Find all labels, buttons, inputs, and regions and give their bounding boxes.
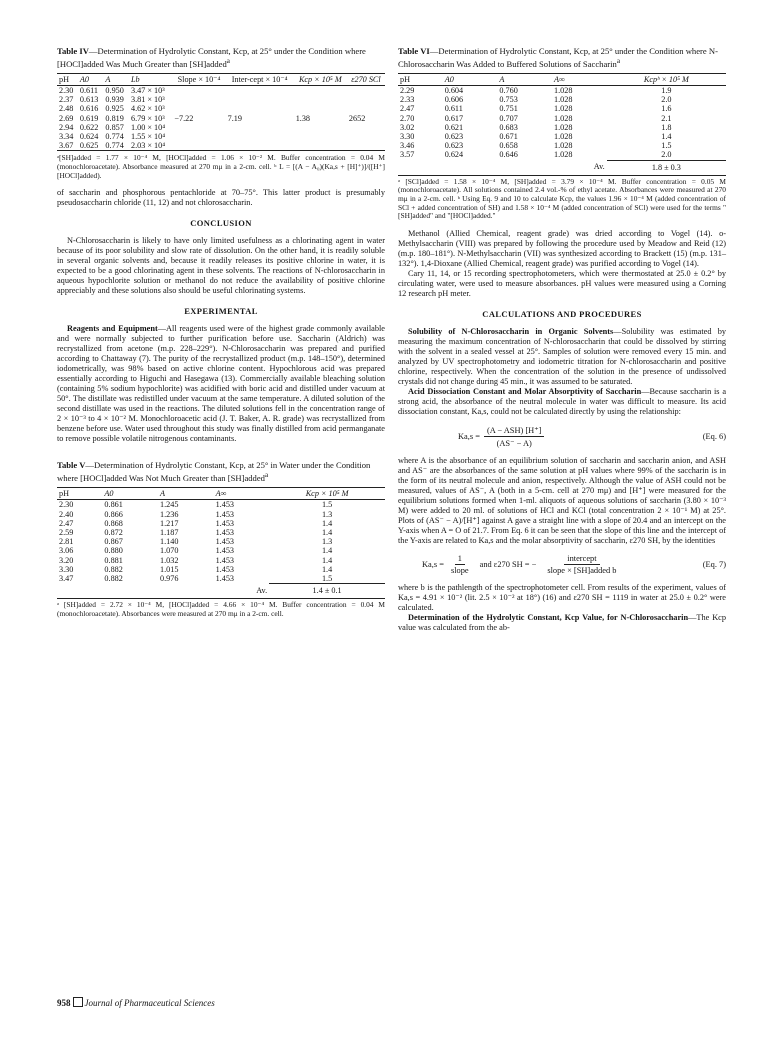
equation-6: Ka,s = $\frac{\text{(A − ASH) [H⁺]}}{(AS^- - A)}$ (Eq. 6): [458, 425, 726, 448]
table6-footnote: ᵃ [SCl]added = 1.58 × 10⁻⁴ M, [SH]added = 3.79 × 10⁻⁴ M. Buffer concentration = 0.05 M (monochloroacetate). All solutions contained 2.4 vol.-% of ethyl acetate. Absorbances were measured at 270 mμ in a 2-cm. cell. ᵇ Using Eq. 9 and 10 to calculate Kcp, the values 1.96 × 10⁻⁴ M (added concentration of SCl + added concentration of SH) and 1.58 × 10⁻⁴ M (added concentration of SCl) were used for the terms "[SH]added" and "[HOCl]added.": [398, 176, 726, 221]
table-row: 2.69 0.619 0.819 6.79 × 10³ −7.22 7.19 1.38 2652: [57, 114, 385, 123]
average-row: [398, 160, 726, 172]
conclusion-heading: CONCLUSION: [190, 218, 252, 229]
left-paragraph-1: of saccharin and phosphorous pentachloride at 70–75°. This latter product is presumably pseudosaccharin chloride (11, 12) and not chlorosaccharin.: [57, 188, 385, 208]
table4-caption: Table IV—Determination of Hydrolytic Constant, Kcp, at 25° under the Condition where [HOCl]added Was Much Greater than [SH]added$^a$: [57, 46, 366, 69]
acid-paragraph: Acid Dissociation Constant and Molar Absorptivity of Saccharin—Because saccharin is a strong acid, the absorbance of the neutral molecule in water was difficult to measure. Its acid dissociation constant, Ka,s, could not be calculated directly by using the relationship:: [398, 386, 726, 416]
average-value: 1.4 ± 0.1: [269, 584, 385, 596]
table-row: 3.30 0.882 1.015 1.453 1.4: [59, 564, 333, 574]
solubility-paragraph: Solubility of N-Chlorosaccharin in Organic Solvents—Solubility was estimated by measuring the maximum concentration of N-chlorosaccharin that could be dissolved by stirring with the solvent in a sealed vessel at 25°. Samples of solution were removed every 15 min. and analyzed by UV spectrophotometry and iodometric titration for N-chlorosaccharin and positive chlorine, respectively. When the concentration of the solution in the presence of undissolved crystals did not change during 45 min., it was assumed to be saturated.: [398, 326, 727, 386]
box-icon: [73, 997, 83, 1007]
table-row: 2.40 0.866 1.236 1.453 1.3: [59, 509, 333, 519]
table5-label: Table V: [57, 460, 86, 471]
table6-label: Table VI: [398, 46, 430, 56]
table4-intercept-value: 7.19: [227, 113, 242, 123]
table6-header-a: A: [497, 73, 552, 85]
right-paragraph-2: Cary 11, 14, or 15 recording spectrophotometers, which were thermostated at 25.0 ± 0.2° by circulating water, were used to measure absorbances. pH values were measured using a Corning 12 research pH meter.: [398, 268, 726, 298]
table6-header-ainf: A∞: [552, 73, 607, 85]
table-row: 3.20 0.881 1.032 1.453 1.4: [59, 555, 333, 565]
mid-paragraph: where A is the absorbance of an equilibrium solution of saccharin and saccharin anion, and ASH and AS⁻ are the absorbances of the same solution at pH values where 99% of the saccharin is in the form of its neutral molecule and anion, respectively. Although the value of ASH could not be measured, values of AS⁻, A (both in a 5-cm. cell at 270 mμ) and [H⁺] were measured for the equilibrium solutions formed when 1-ml. aliquots of aqueous solutions of saccharin (3.80 × 10⁻³ M) were added to 20 ml. of solutions of HCl and KCl (total concentration 2 × 10⁻¹ M) at 25°. Plots of (AS⁻ − A)/[H⁺] against A gave a straight line with a slope of 20.4 and an intercept on the Y-axis when A = O of 21.7. From Eq. 6 it can be seen that the slope of this line and the intercept of the Y-axis are related to Ka,s and the molar absorptivity of saccharin, ε270 SH, by the identities: [398, 455, 726, 545]
table4-header-ph: pH: [57, 73, 78, 85]
table4-eps-value: 2652: [348, 113, 366, 123]
experimental-heading: EXPERIMENTAL: [184, 306, 258, 317]
right-paragraph-1: Methanol (Allied Chemical, reagent grade) was dried according to Vogel (14). o-Methylsaccharin (VIII) was prepared by following the procedure used by Meadow and Reid (12) (m.p. 180–181°). N-Methylsaccharin (VII) was synthesized according to Brackett (15) (m.p. 131–132°). 1,4-Dioxane (Allied Chemical, reagent grade) was purified according to Vogel (14).: [398, 228, 726, 268]
table4-label: Table IV: [57, 46, 89, 56]
table-row: 2.81 0.867 1.140 1.453 1.3: [59, 537, 333, 547]
table6-caption: Table VI—Determination of Hydrolytic Constant, Kcp, at 25° under the Condition where N-Chlorosaccharin Was Added to Buffered Solutions of Saccharin$^a$: [398, 46, 718, 69]
table5-header-ainf: A∞: [214, 488, 270, 500]
table6-header-a0: A0: [443, 73, 498, 85]
conclusion-paragraph: N-Chlorosaccharin is likely to have only limited usefulness as a chlorinating agent in water because of its poor solubility and slow rate of dissolution. On the other hand, it is readily soluble in several organic solvents and, because it readily releases its positive chlorine in water, it is expected to be a good chlorinating agent in these solvents. The reactions of N-chlorosaccharin in aqueous hypochlorite solution or methanol do not reduce the availability of positive chlorine appreciably and these solutions also should be useful chlorinating systems.: [57, 236, 385, 296]
table4-title: —Determination of Hydrolytic Constant, Kcp, at 25° under the Condition where [HOCl]added Was Much Greater than [SH]added: [57, 46, 366, 69]
table4-slope-value: −7.22: [174, 113, 194, 123]
table6-header-ph: pH: [398, 73, 443, 85]
table-row: 2.37 0.613 0.939 3.81 × 10³: [59, 95, 165, 105]
table6-header-kcp: Kcpᵇ × 10⁵ M: [607, 73, 726, 85]
table4-header-kcp: Kcp × 10⁵ M: [294, 73, 347, 85]
determination-paragraph: Determination of the Hydrolytic Constant, Kcp Value, for N-Chlorosaccharin—The Kcp value was calculated from the ab-: [398, 612, 727, 632]
table-row: 3.34 0.624 0.774 1.55 × 10⁴: [59, 132, 166, 142]
journal-name: Journal of Pharmaceutical Sciences: [84, 998, 215, 1008]
table4: [57, 73, 385, 152]
table-row: 3.67 0.625 0.774 2.03 × 10⁴: [57, 141, 385, 151]
table-row: 2.30 0.861 1.245 1.453 1.5: [59, 500, 333, 510]
table4-header-a: A: [103, 73, 129, 85]
table-row: 2.47 0.868 1.217 1.453 1.4: [59, 518, 333, 528]
table5-header-a: A: [158, 488, 214, 500]
table-row: 3.57 0.624 0.646 1.028 2.0: [400, 150, 672, 160]
table-row: 3.46 0.623 0.658 1.028 1.5: [400, 141, 672, 151]
table-row: 2.59 0.872 1.187 1.453 1.4: [59, 527, 333, 537]
table6-body: [398, 86, 726, 172]
table-row: 3.02 0.621 0.683 1.028 1.8: [400, 122, 672, 132]
table4-header-slope: Slope × 10⁻⁴: [172, 73, 225, 85]
table5-footnote: ᵃ [SH]added = 2.72 × 10⁻⁴ M, [HOCl]added = 4.66 × 10⁻⁴ M. Buffer concentration = 0.04 M (monochloroacetate). Absorbances were measured at 270 mμ in a 2-cm. cell.: [57, 600, 385, 618]
average-label: Av.: [593, 162, 605, 172]
table-row: 2.33 0.606 0.753 1.028 2.0: [400, 95, 672, 105]
table5-caption: Table V—Determination of Hydrolytic Constant, Kcp, at 25° in Water under the Condition where [HOCl]added Was Not Much Greater than [SH]added$^a$: [57, 460, 371, 484]
table-row: 2.47 0.611 0.751 1.028 1.6: [400, 104, 672, 114]
average-label: Av.: [256, 585, 268, 595]
calculations-heading: CALCULATIONS AND PROCEDURES: [482, 308, 642, 319]
table-row: 3.30 0.623 0.671 1.028 1.4: [400, 132, 672, 142]
table-row: 3.47 0.882 0.976 1.453 1.5: [59, 573, 333, 583]
table4-header-intercept: Inter-cept × 10⁻⁴: [226, 73, 294, 85]
right-column: [398, 46, 726, 633]
table5-title: —Determination of Hydrolytic Constant, Kcp, at 25° in Water under the Condition where [HOCl]added Was Not Much Greater than [SH]added: [57, 460, 371, 484]
table6-title: —Determination of Hydrolytic Constant, Kcp, at 25° under the Condition where N-Chlorosaccharin Was Added to Buffered Solutions of Saccharin: [398, 46, 718, 69]
left-column: [57, 46, 385, 619]
table6: [398, 73, 726, 172]
table5-body: [57, 500, 385, 596]
table5-header-kcp: Kcp × 10⁵ M: [269, 488, 385, 500]
average-row: [57, 584, 385, 596]
table5-header-ph: pH: [57, 488, 102, 500]
experimental-paragraph: Reagents and Equipment—All reagents used were of the highest grade commonly available and were normally subjected to further purification before use. Saccharin (Aldrich) was recrystallized from acetone (m.p. 228–229°). N-Chlorosaccharin was prepared and purified according to Chattaway (7). The purity of the recrystallized product (m.p. 148–150°), determined iodometrically, was 98% based on active chlorine content. Hypochlorous acid was prepared essentially according to Higuchi and Hasegawa (13). Commercially available bleaching solution (containing 5% sodium hypochlorite) was acidified with boric acid and distilled under vacuum at 50°. The distillate was redistilled under vacuum at the same temperature. A diluted solution of the second distillate was used in the reactions. The diluted solutions fell in the concentration range of 2 × 10⁻³ to 4 × 10⁻² M. Monochloroacetic acid (J. T. Baker, A. R. grade) was recrystallized from benzene before use. Water used throughout this study was finally distilled from acid permanganate to remove possible volatile nitrogenous contaminants.: [57, 324, 385, 444]
end-paragraph: where b is the pathlength of the spectrophotometer cell. From results of the experiment, values of Ka,s = 4.91 × 10⁻² (lit. 2.5 × 10⁻² at 18°) (16) and ε270 SH = 1119 in water at 25.0 ± 0.2° were calculated.: [398, 582, 726, 612]
table4-kcp-value: 1.38: [295, 113, 311, 123]
table4-header-l: Lb: [129, 73, 172, 85]
average-value: 1.8 ± 0.3: [607, 160, 726, 172]
table4-footnote: ᵃ[SH]added = 1.77 × 10⁻⁴ M, [HOCl]added = 1.06 × 10⁻² M. Buffer concentration = 0.04 M (monochloroacetate). Absorbance measured at 270 mμ in a 2-cm. cell. ᵇ L = [(A − A₀)(Ka,s + [H]⁺)]/([H⁺][HOCl]added).: [57, 153, 385, 180]
table4-header-a0: A0: [78, 73, 104, 85]
table5: [57, 487, 385, 595]
table-row: 2.48 0.616 0.925 4.62 × 10³: [59, 104, 165, 114]
table-row: 2.70 0.617 0.707 1.028 2.1: [400, 113, 672, 123]
table-row: 2.94 0.622 0.857 1.00 × 10⁴: [59, 122, 166, 132]
page-footer: [57, 997, 215, 1008]
table-row: 3.06 0.880 1.070 1.453 1.4: [59, 546, 333, 556]
equation-7: Ka,s = $\frac{1}{\text{slope}}$ and ε270 SH = − $\frac{\text{intercept}}{\text{slope × [SH]added b}}$ (Eq. 7): [422, 553, 726, 575]
page-number: 958: [57, 998, 71, 1008]
table-row: 2.29 0.604 0.760 1.028 1.9: [400, 86, 672, 96]
table4-header-eps: ε270 SCl: [347, 73, 385, 85]
table-row: 2.30 0.611 0.950 3.47 × 10³: [59, 86, 165, 96]
table5-header-a0: A0: [102, 488, 158, 500]
